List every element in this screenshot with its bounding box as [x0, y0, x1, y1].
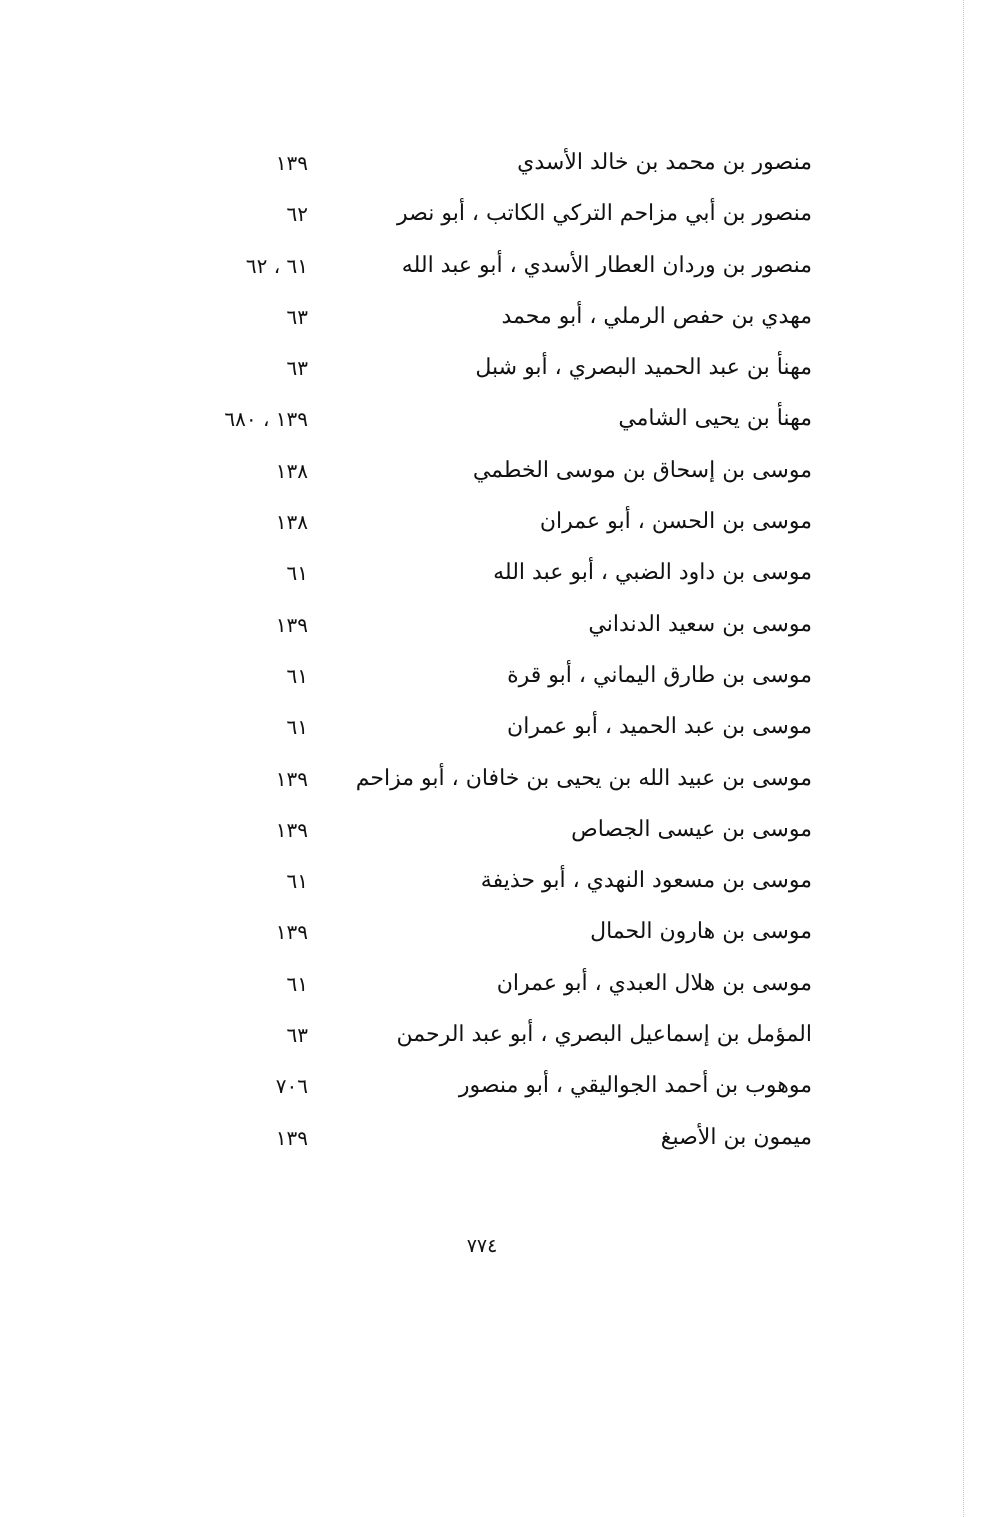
page-number: ٧٧٤	[466, 1235, 498, 1257]
entry-page-refs: ٦١	[286, 971, 308, 996]
entry-page-refs: ١٣٨	[275, 458, 308, 483]
index-entry	[150, 1115, 820, 1166]
entry-name: ميمون بن الأصبغ	[660, 1124, 812, 1150]
entry-name: موسى بن الحسن ، أبو عمران	[539, 509, 812, 535]
index-entry	[150, 345, 820, 396]
entry-page-refs: ٦١	[286, 715, 308, 740]
entry-page-refs: ١٣٩	[275, 817, 308, 842]
index-entry	[150, 909, 820, 960]
index-entry	[150, 807, 820, 858]
entry-page-refs: ٦٣	[286, 1023, 308, 1048]
index-entry	[150, 499, 820, 550]
entry-name: موسى بن عبد الحميد ، أبو عمران	[507, 714, 812, 740]
entry-name: موهوب بن أحمد الجواليقي ، أبو منصور	[458, 1073, 812, 1099]
entry-name: موسى بن عيسى الجصاص	[571, 816, 812, 842]
entry-page-refs: ١٣٩	[275, 1125, 308, 1150]
entry-page-refs: ١٣٩	[275, 766, 308, 791]
entry-name: منصور بن أبي مزاحم التركي الكاتب ، أبو نصر	[397, 201, 812, 227]
entry-page-refs: ٦٣	[286, 356, 308, 381]
index-entry	[150, 1012, 820, 1063]
index-entry	[150, 961, 820, 1012]
entry-page-refs: ١٣٩ ، ٦٨٠	[224, 407, 308, 432]
index-entry	[150, 448, 820, 499]
entry-page-refs: ٦١	[286, 869, 308, 894]
page-binding-edge	[963, 0, 964, 1517]
entry-page-refs: ١٣٩	[275, 920, 308, 945]
entry-page-refs: ٧٠٦	[275, 1074, 308, 1099]
entry-page-refs: ١٣٩	[275, 151, 308, 175]
index-entry	[150, 704, 820, 755]
entry-name: مهدي بن حفص الرملي ، أبو محمد	[501, 303, 812, 329]
entry-page-refs: ١٣٨	[275, 510, 308, 535]
entry-name: موسى بن هارون الحمال	[590, 919, 812, 945]
entry-name: المؤمل بن إسماعيل البصري ، أبو عبد الرحمن	[396, 1022, 812, 1048]
entry-name: موسى بن إسحاق بن موسى الخطمي	[472, 457, 812, 483]
entry-page-refs: ٦١	[286, 561, 308, 586]
index-entry	[150, 140, 820, 191]
entry-name: موسى بن داود الضبي ، أبو عبد الله	[493, 560, 812, 586]
entry-page-refs: ٦١	[286, 663, 308, 688]
index-entry	[150, 756, 820, 807]
index-entry	[150, 550, 820, 601]
entry-page-refs: ٦٢	[286, 202, 308, 227]
index-entry	[150, 858, 820, 909]
index-entry	[150, 294, 820, 345]
entry-name: منصور بن وردان العطار الأسدي ، أبو عبد الله	[401, 252, 812, 278]
entry-name: موسى بن عبيد الله بن يحيى بن خافان ، أبو مزاحم	[355, 765, 812, 791]
entry-name: مهنأ بن عبد الحميد البصري ، أبو شبل	[475, 355, 812, 381]
entry-name: مهنأ بن يحيى الشامي	[618, 406, 812, 432]
entry-page-refs: ٦١ ، ٦٢	[245, 253, 308, 278]
index-entry	[150, 653, 820, 704]
index-entry	[150, 1063, 820, 1114]
entry-page-refs: ٦٣	[286, 304, 308, 329]
index-entry	[150, 191, 820, 242]
name-index-list	[150, 140, 820, 1166]
index-entry	[150, 243, 820, 294]
entry-name: موسى بن هلال العبدي ، أبو عمران	[496, 970, 812, 996]
entry-name: موسى بن سعيد الدنداني	[588, 611, 812, 637]
entry-name: منصور بن محمد بن خالد الأسدي	[517, 150, 812, 175]
entry-name: موسى بن طارق اليماني ، أبو قرة	[507, 662, 812, 688]
entry-name: موسى بن مسعود النهدي ، أبو حذيفة	[480, 868, 812, 894]
index-entry	[150, 602, 820, 653]
index-entry	[150, 396, 820, 447]
entry-page-refs: ١٣٩	[275, 612, 308, 637]
